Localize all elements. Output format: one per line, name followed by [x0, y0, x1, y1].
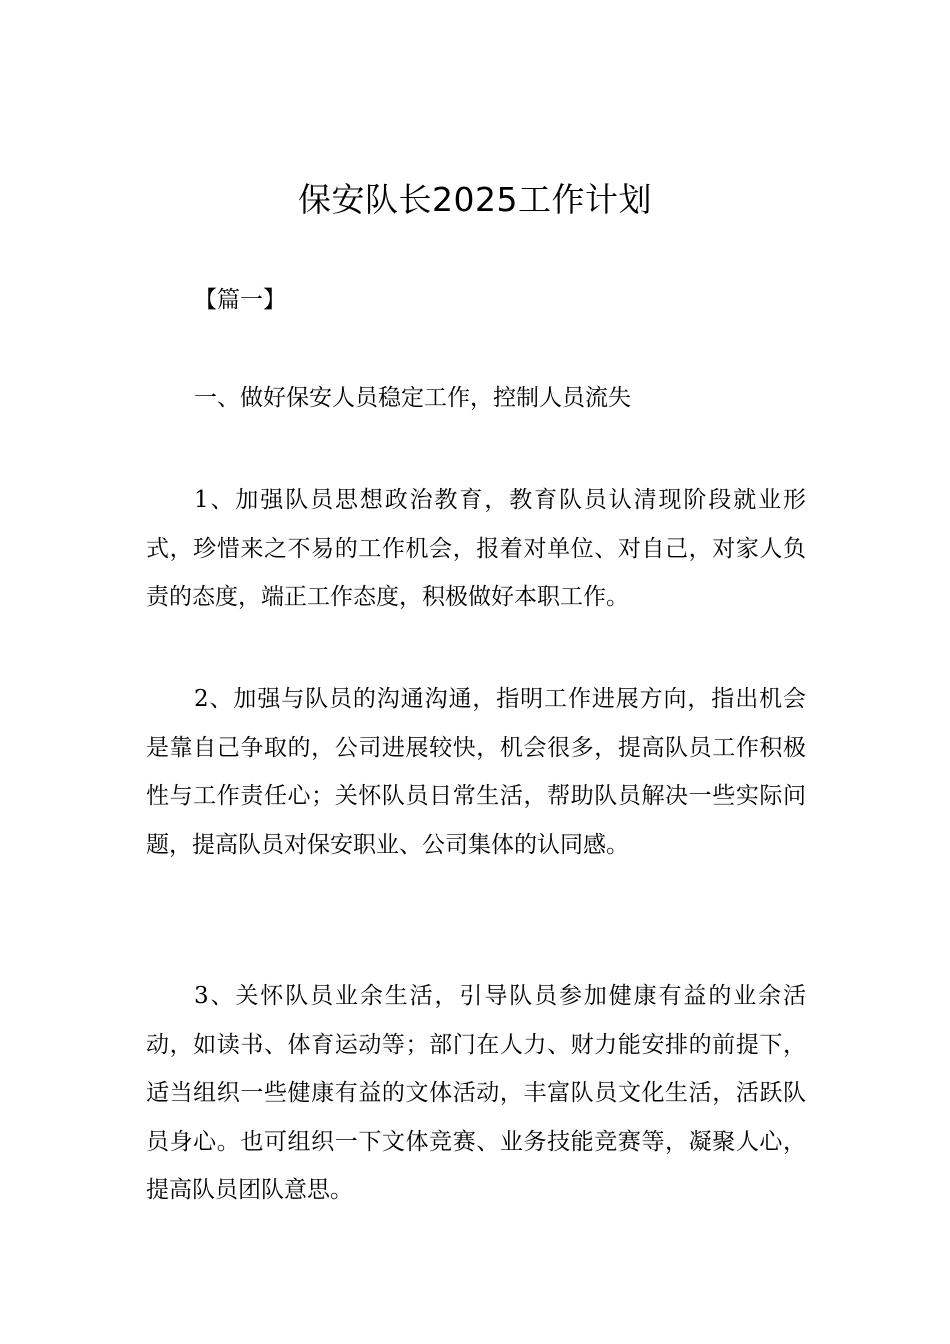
paragraph-1: 1、加强队员思想政治教育，教育队员认清现阶段就业形式，珍惜来之不易的工作机会，报着对单位、对自己，对家人负责的态度，端正工作态度，积极做好本职工作。: [146, 487, 806, 610]
document-title: 保安队长2025工作计划: [298, 180, 652, 219]
paragraph-3: 3、关怀队员业余生活，引导队员参加健康有益的业余活动，如读书、体育运动等；部门在人力、财力能安排的前提下，适当组织一些健康有益的文体活动，丰富队员文化生活，活跃队员身心。也可组织一下文体竞赛、业务技能竞赛等，凝聚人心，提高队员团队意思。: [146, 983, 806, 1203]
section-heading: 一、做好保安人员稳定工作，控制人员流失: [194, 385, 631, 411]
paragraph-2: 2、加强与队员的沟通沟通，指明工作进展方向，指出机会是靠自己争取的，公司进展较快，机会很多，提高队员工作积极性与工作责任心；关怀队员日常生活，帮助队员解决一些实际问题，提高队员对保安职业、公司集体的认同感。: [146, 686, 806, 858]
section-mark: 【篇一】: [194, 287, 286, 313]
